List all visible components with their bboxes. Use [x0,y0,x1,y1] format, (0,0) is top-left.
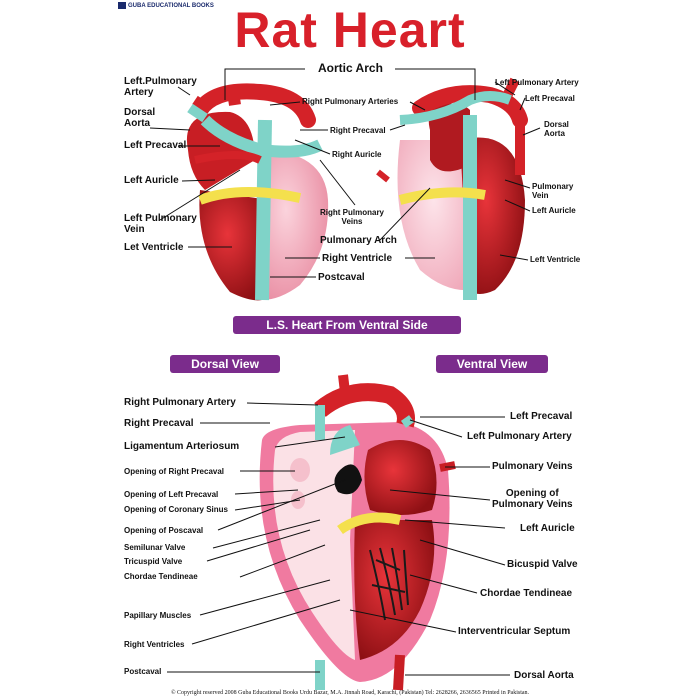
label-chordae-tendineae-right: Chordae Tendineae [480,588,573,599]
publisher-logo-text: GUBA EDUCATIONAL BOOKS [128,3,214,10]
label-interventricular-septum: Interventricular Septum [458,626,571,637]
label-semilunar-valve: Semilunar Valve [124,543,186,552]
label-left-pulmonary-artery: Left.Pulmonary Artery [124,76,197,98]
label-ligamentum-arteriosum: Ligamentum Arteriosum [124,441,240,452]
label-right-auricle: Right Auricle [332,150,382,159]
page-title: Rat Heart [234,2,466,58]
label-dorsal-aorta: Dorsal Aorta [124,107,156,129]
label-left-precaval: Left Precaval [124,140,187,151]
ls-heart [260,375,455,690]
label-right-pulmonary-vein: Pulmonary Vein [532,182,574,200]
top-left-heart [187,85,328,300]
label-chordae-tendineae-left: Chordae Tendineae [124,572,198,581]
label-postcaval-top: Postcaval [318,272,365,283]
top-right-heart [378,80,525,300]
label-opening-right-precaval: Opening of Right Precaval [124,467,225,476]
label-right-pulmonary-arteries: Right Pulmonary Arteries [302,97,399,106]
label-opening-coronary-sinus: Opening of Coronary Sinus [124,505,229,514]
label-left-pulmonary-vein: Left Pulmonary Vein [124,213,197,235]
label-left-auricle: Left Auricle [124,175,179,186]
banner-ls-heart: L.S. Heart From Ventral Side [233,316,461,334]
label-pulmonary-veins: Pulmonary Veins [492,461,573,472]
label-right-pulmonary-veins: Right Pulmonary Veins [320,208,385,226]
label-right-precaval-bottom: Right Precaval [124,418,194,429]
label-right-ventricle: Right Ventricle [322,253,393,264]
label-right-left-pulmonary-artery: Left Pulmonary Artery [495,78,579,87]
label-papillary-muscles: Papillary Muscles [124,611,192,620]
label-opening-left-precaval: Opening of Left Precaval [124,490,219,499]
label-left-precaval-bottom: Left Precaval [510,411,573,422]
label-right-pulmonary-artery: Right Pulmonary Artery [124,397,236,408]
banner-dorsal-view: Dorsal View [170,355,280,373]
label-right-dorsal-aorta: Dorsal Aorta [544,120,569,138]
label-right-left-auricle: Left Auricle [532,206,576,215]
label-opening-pulmonary-veins: Opening of Pulmonary Veins [492,488,573,510]
label-right-left-precaval: Left Precaval [525,94,575,103]
label-left-pulmonary-artery-bottom: Left Pulmonary Artery [467,431,572,442]
label-postcaval-bottom: Postcaval [124,667,162,676]
label-bicuspid-valve: Bicuspid Valve [507,559,578,570]
label-left-auricle-bottom: Left Auricle [520,523,575,534]
label-pulmonary-arch: Pulmonary Arch [320,235,397,246]
label-let-ventricle: Let Ventricle [124,242,184,253]
label-opening-poscaval: Opening of Poscaval [124,526,204,535]
label-aortic-arch: Aortic Arch [318,61,383,75]
label-right-precaval: Right Precaval [330,126,386,135]
banner-ventral-view: Ventral View [436,355,548,373]
label-right-left-ventricle: Left Ventricle [530,255,581,264]
label-dorsal-aorta-bottom: Dorsal Aorta [514,670,574,681]
label-tricuspid-valve: Tricuspid Valve [124,557,183,566]
label-right-ventricles: Right Ventricles [124,640,185,649]
copyright-text: © Copyright reserved 2008 Guba Educational Books Urdu Bazar, M.A. Jinnah Road, Karachi, (Pakistan) Tel: 2628266, 2636565 Printed in Pakistan. [170,690,530,696]
